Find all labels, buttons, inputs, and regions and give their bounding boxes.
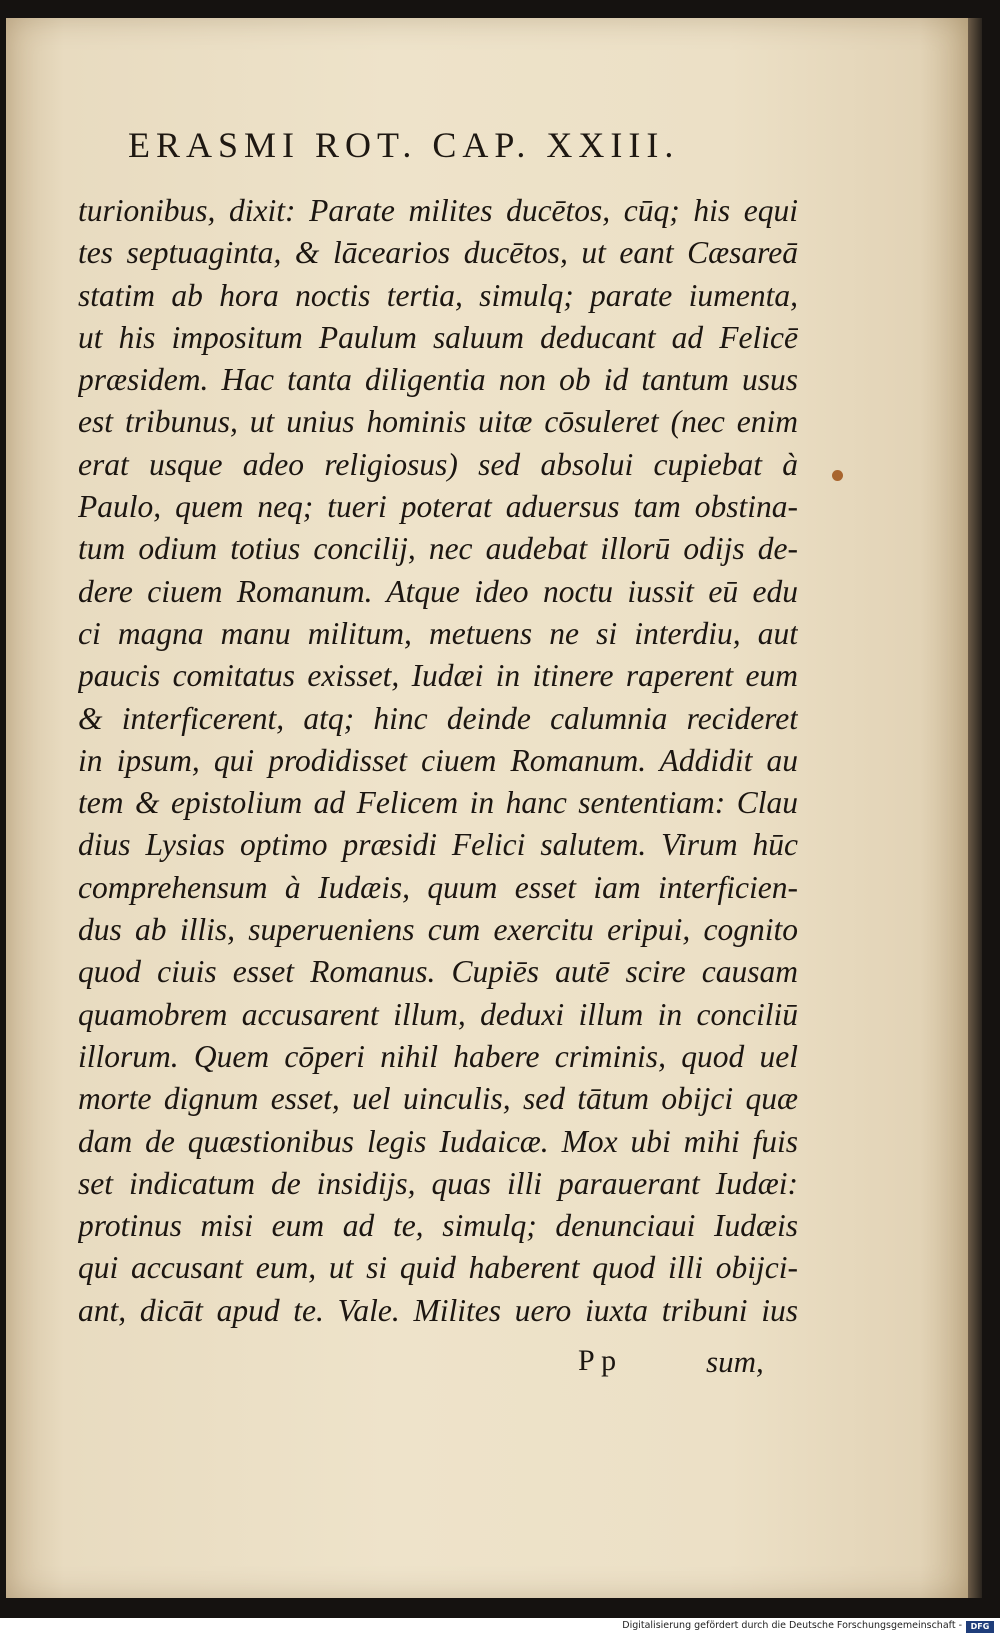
text-line: comprehensum à Iudæis, quum esset iam interficien-: [78, 869, 798, 905]
text-line: erat usque adeo religiosus) sed absolui cupiebat à: [78, 446, 798, 482]
footer-bar: [0, 1618, 1000, 1636]
signature-mark: P p: [578, 1344, 617, 1377]
page-edge: [968, 18, 982, 1598]
text-line: illorum. Quem cōperi nihil habere criminis, quod uel: [78, 1038, 798, 1074]
dfg-logo: DFG: [966, 1621, 994, 1633]
text-line: quod ciuis esset Romanus. Cupiēs autē scire causam: [78, 954, 798, 990]
funding-credit: Digitalisierung gefördert durch die Deutsche Forschungsgemeinschaft -: [622, 1620, 962, 1631]
text-line: qui accusant eum, ut si quid haberent quod illi obijci-: [78, 1250, 798, 1286]
text-line: ant, dicāt apud te. Vale. Milites uero iuxta tribuni ius: [78, 1292, 798, 1328]
text-line: protinus misi eum ad te, simulq; denunciaui Iudæis: [78, 1208, 798, 1244]
text-line: ut his impositum Paulum saluum deducant ad Felicē: [78, 319, 798, 355]
catchword-row: [578, 1344, 808, 1384]
catchword: sum,: [706, 1344, 764, 1379]
text-line: præsidem. Hac tanta diligentia non ob id tantum usus: [78, 362, 798, 398]
text-line: Paulo, quem neq; tueri poterat aduersus tam obstina-: [78, 489, 798, 525]
text-line: statim ab hora noctis tertia, simulq; parate iumenta,: [78, 277, 798, 313]
text-line: ci magna manu militum, metuens ne si interdiu, aut: [78, 615, 798, 651]
text-line: dus ab illis, superueniens cum exercitu eripui, cognito: [78, 912, 798, 948]
text-line: est tribunus, ut unius hominis uitæ cōsuleret (nec enim: [78, 404, 798, 440]
text-line: turionibus, dixit: Parate milites ducētos, cūq; his equi: [78, 193, 798, 228]
text-line: tes septuaginta, & lācearios ducētos, ut eant Cæsareā: [78, 235, 798, 271]
text-block: [78, 190, 798, 1332]
text-line: dam de quæstionibus legis Iudaicæ. Mox ubi mihi fuis: [78, 1123, 798, 1159]
text-line: dere ciuem Romanum. Atque ideo noctu iussit eū edu: [78, 573, 798, 609]
text-line: in ipsum, qui prodidisset ciuem Romanum. Addidit au: [78, 742, 798, 778]
ink-spot: [832, 470, 843, 481]
text-line: & interficerent, atq; hinc deinde calumnia recideret: [78, 700, 798, 736]
text-line: dius Lysias optimo præsidi Felici salutem. Virum hūc: [78, 827, 798, 863]
text-line: tem & epistolium ad Felicem in hanc sententiam: Clau: [78, 785, 798, 821]
text-line: set indicatum de insidijs, quas illi parauerant Iudæi:: [78, 1165, 798, 1201]
text-line: quamobrem accusarent illum, deduxi illum in conciliū: [78, 996, 798, 1032]
text-line: paucis comitatus exisset, Iudæi in itinere raperent eum: [78, 658, 798, 694]
text-line: morte dignum esset, uel uinculis, sed tātum obijci quæ: [78, 1081, 798, 1117]
running-head: ERASMI ROT. CAP. XXIII.: [128, 125, 680, 165]
text-line: tum odium totius concilij, nec audebat illorū odijs de-: [78, 531, 798, 567]
